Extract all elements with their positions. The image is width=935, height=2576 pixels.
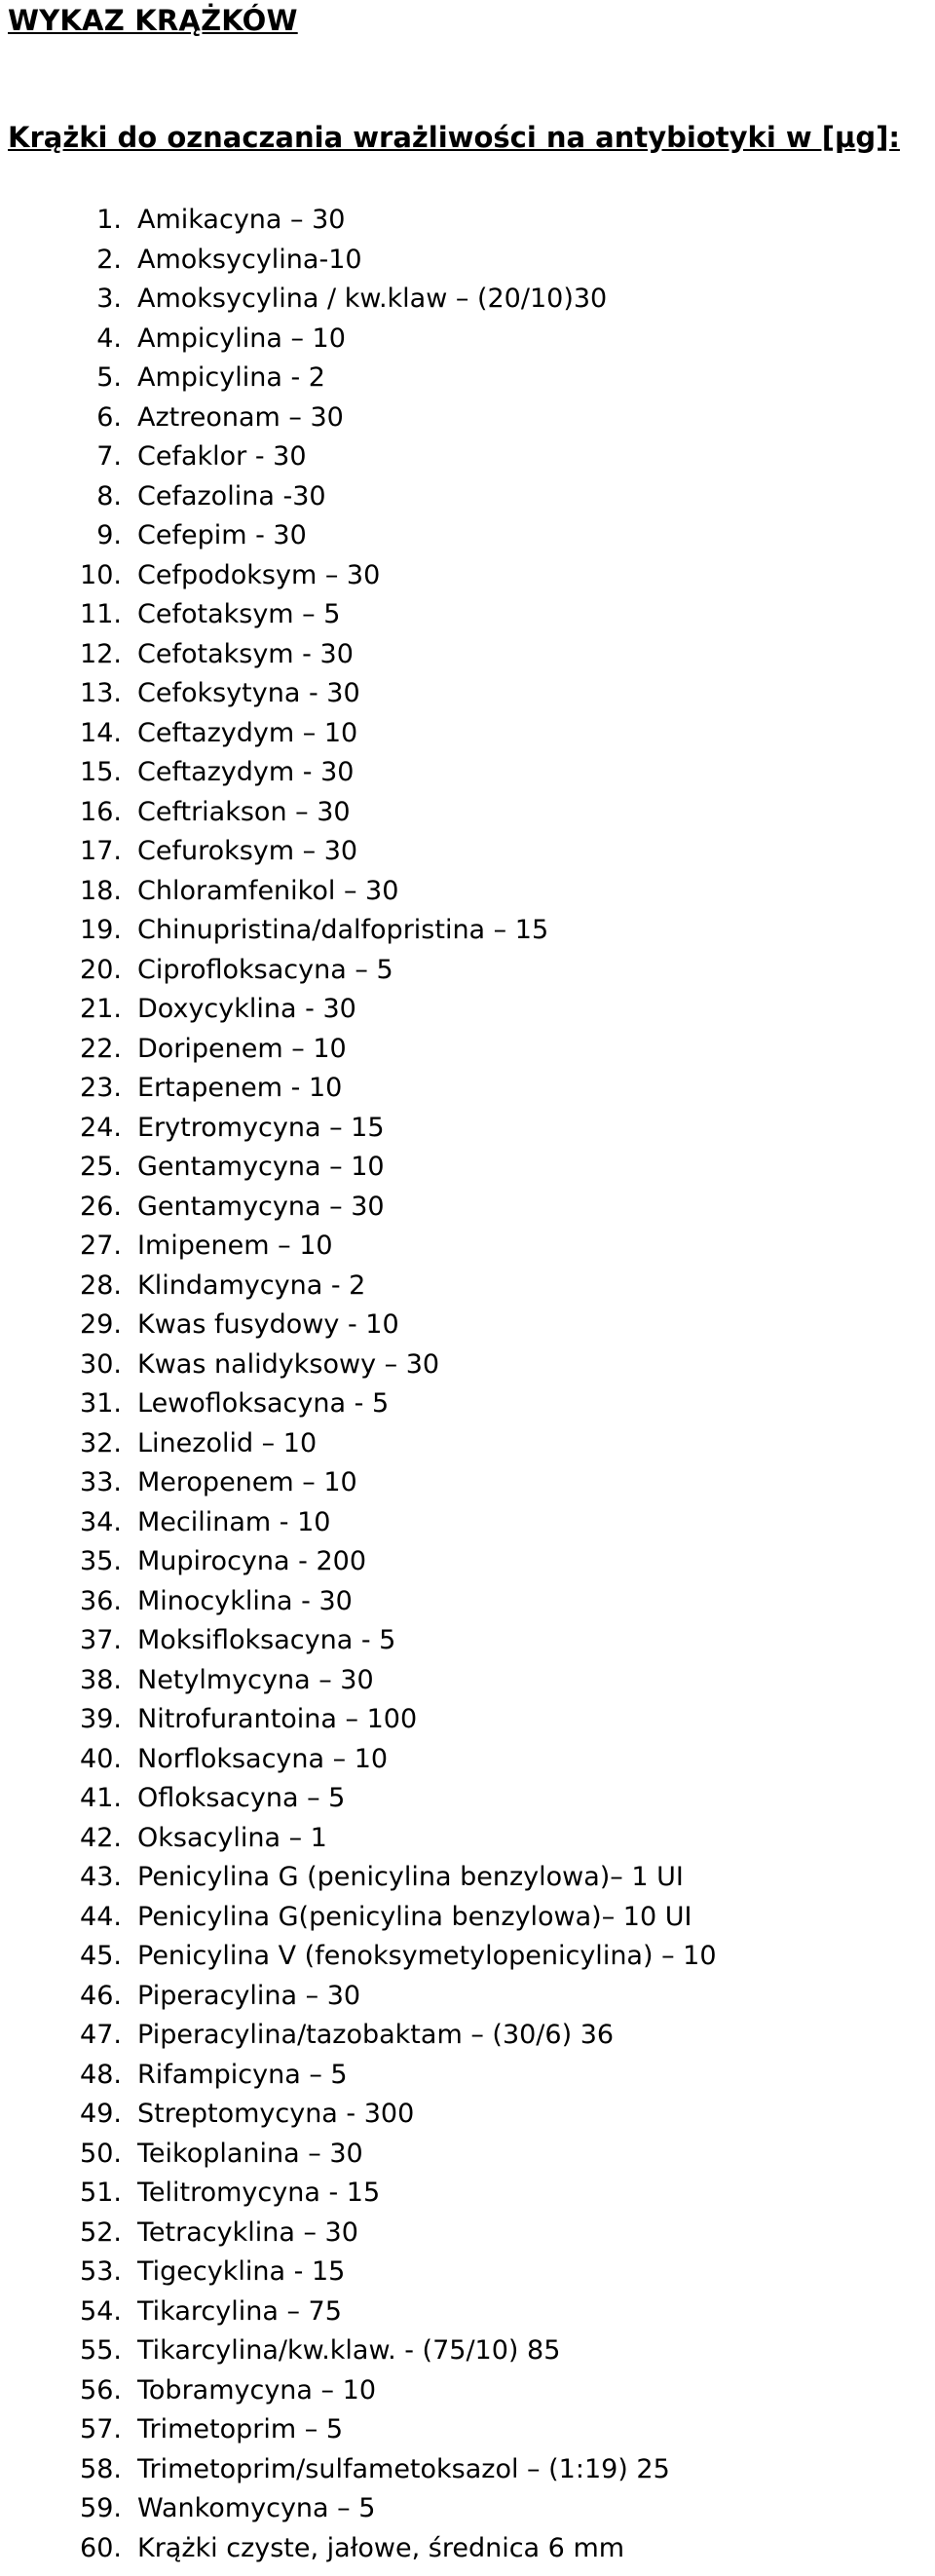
list-item-number: 51. bbox=[80, 2178, 122, 2208]
list-item bbox=[0, 1030, 935, 1070]
list-item-text: Tigecyklina - 15 bbox=[137, 2256, 346, 2287]
list-item-number: 38. bbox=[80, 1664, 122, 1695]
list-item bbox=[0, 832, 935, 872]
list-item-number: 45. bbox=[80, 1941, 122, 1971]
list-item-text: Telitromycyna - 15 bbox=[137, 2178, 381, 2208]
list-item bbox=[0, 911, 935, 951]
list-item-number: 53. bbox=[80, 2256, 122, 2287]
list-item bbox=[0, 398, 935, 438]
list-item bbox=[0, 477, 935, 517]
list-item-number: 35. bbox=[80, 1546, 122, 1576]
list-item bbox=[0, 556, 935, 596]
list-item-text: Ampicylina - 2 bbox=[137, 362, 325, 393]
list-item-text: Cefazolina -30 bbox=[137, 480, 326, 511]
list-item-text: Tikarcylina/kw.klaw. - (75/10) 85 bbox=[137, 2335, 561, 2366]
list-item-number: 43. bbox=[80, 1862, 122, 1892]
list-item-text: Cefpodoksym – 30 bbox=[137, 559, 381, 590]
list-item bbox=[0, 2174, 935, 2214]
list-item-text: Penicylina V (fenoksymetylopenicylina) – 10 bbox=[137, 1941, 717, 1971]
list-item-number: 2. bbox=[96, 244, 122, 275]
list-item-number: 10. bbox=[80, 559, 122, 590]
list-item bbox=[0, 2095, 935, 2135]
disc-list bbox=[0, 201, 935, 2568]
list-item-text: Cefotaksym - 30 bbox=[137, 638, 354, 669]
list-item bbox=[0, 1779, 935, 1819]
list-item bbox=[0, 714, 935, 754]
list-item-number: 22. bbox=[80, 1033, 122, 1064]
list-item bbox=[0, 2489, 935, 2529]
list-item-text: Nitrofurantoina – 100 bbox=[137, 1704, 418, 1734]
list-item-number: 47. bbox=[80, 2020, 122, 2050]
list-item-number: 55. bbox=[80, 2335, 122, 2366]
list-item-text: Chinupristina/dalfopristina – 15 bbox=[137, 915, 549, 945]
list-item bbox=[0, 1503, 935, 1543]
list-item-text: Aztreonam – 30 bbox=[137, 401, 344, 433]
list-item-number: 1. bbox=[96, 205, 122, 235]
list-item-text: Klindamycyna - 2 bbox=[137, 1269, 366, 1301]
list-item-text: Ertapenem - 10 bbox=[137, 1073, 343, 1103]
list-item-number: 54. bbox=[80, 2295, 122, 2327]
list-item bbox=[0, 674, 935, 714]
list-item bbox=[0, 2410, 935, 2450]
list-item bbox=[0, 1700, 935, 1740]
list-item-number: 31. bbox=[80, 1388, 122, 1419]
list-item-number: 25. bbox=[80, 1152, 122, 1182]
list-item-number: 5. bbox=[96, 362, 122, 393]
list-item-text: Doxycyklina - 30 bbox=[137, 994, 356, 1024]
list-item-number: 60. bbox=[80, 2532, 122, 2563]
list-item-text: Penicylina G (penicylina benzylowa)– 1 UI bbox=[137, 1862, 684, 1892]
list-item-number: 4. bbox=[96, 322, 122, 354]
list-item-number: 21. bbox=[80, 994, 122, 1024]
list-item-number: 16. bbox=[80, 796, 122, 827]
list-item bbox=[0, 2371, 935, 2411]
list-item-number: 59. bbox=[80, 2493, 122, 2523]
list-item-text: Piperacylina – 30 bbox=[137, 1980, 361, 2011]
list-item-number: 26. bbox=[80, 1191, 122, 1222]
list-item bbox=[0, 990, 935, 1030]
list-item bbox=[0, 1858, 935, 1898]
list-item-number: 37. bbox=[80, 1625, 122, 1655]
list-item-number: 40. bbox=[80, 1743, 122, 1774]
list-item-number: 36. bbox=[80, 1585, 122, 1616]
list-item-text: Tetracyklina – 30 bbox=[137, 2216, 358, 2248]
list-item-text: Amikacyna – 30 bbox=[137, 205, 346, 235]
list-item-number: 20. bbox=[80, 954, 122, 985]
list-item-number: 42. bbox=[80, 1822, 122, 1853]
list-item-text: Netylmycyna – 30 bbox=[137, 1664, 374, 1695]
list-item-number: 50. bbox=[80, 2138, 122, 2169]
list-item bbox=[0, 2214, 935, 2254]
list-item-number: 30. bbox=[80, 1348, 122, 1380]
list-item-text: Amoksycylina-10 bbox=[137, 244, 362, 275]
list-item bbox=[0, 2016, 935, 2056]
list-item bbox=[0, 2450, 935, 2490]
list-item bbox=[0, 951, 935, 991]
list-item-number: 9. bbox=[96, 520, 122, 550]
list-item-text: Rifampicyna – 5 bbox=[137, 2059, 348, 2090]
list-item-text: Tobramycyna – 10 bbox=[137, 2374, 376, 2406]
list-item-number: 3. bbox=[96, 284, 122, 314]
list-item bbox=[0, 1227, 935, 1267]
document-title: WYKAZ KRĄŻKÓW bbox=[8, 4, 298, 37]
list-item-text: Lewofloksacyna - 5 bbox=[137, 1388, 390, 1419]
list-item-text: Ciprofloksacyna – 5 bbox=[137, 954, 393, 985]
list-item-text: Teikoplanina – 30 bbox=[137, 2138, 363, 2169]
list-item bbox=[0, 1424, 935, 1464]
list-item-number: 15. bbox=[80, 757, 122, 787]
list-item-text: Ceftriakson – 30 bbox=[137, 796, 351, 827]
list-item-text: Oksacylina – 1 bbox=[137, 1822, 327, 1853]
list-item bbox=[0, 1267, 935, 1307]
list-item bbox=[0, 1306, 935, 1345]
list-item bbox=[0, 1621, 935, 1661]
list-item-text: Streptomycyna - 300 bbox=[137, 2099, 415, 2129]
list-item-number: 56. bbox=[80, 2374, 122, 2406]
list-item-text: Trimetoprim/sulfametoksazol – (1:19) 25 bbox=[137, 2453, 670, 2484]
list-item bbox=[0, 280, 935, 320]
list-item-text: Penicylina G(penicylina benzylowa)– 10 UI bbox=[137, 1901, 692, 1932]
list-item bbox=[0, 437, 935, 477]
list-item-text: Chloramfenikol – 30 bbox=[137, 875, 399, 906]
list-item-text: Cefepim - 30 bbox=[137, 520, 307, 550]
list-item bbox=[0, 2253, 935, 2292]
list-item-text: Amoksycylina / kw.klaw – (20/10)30 bbox=[137, 284, 608, 314]
list-item-text: Cefotaksym – 5 bbox=[137, 599, 341, 629]
list-item-text: Mupirocyna - 200 bbox=[137, 1546, 366, 1576]
list-item-text: Trimetoprim – 5 bbox=[137, 2414, 344, 2444]
list-item bbox=[0, 2056, 935, 2096]
list-item-text: Cefoksytyna - 30 bbox=[137, 678, 360, 708]
list-item-text: Doripenem – 10 bbox=[137, 1033, 347, 1064]
list-item-number: 6. bbox=[96, 401, 122, 433]
list-item-number: 44. bbox=[80, 1901, 122, 1932]
list-item-number: 57. bbox=[80, 2414, 122, 2444]
list-item bbox=[0, 359, 935, 398]
list-item bbox=[0, 1819, 935, 1859]
list-item-number: 46. bbox=[80, 1980, 122, 2011]
list-item bbox=[0, 2331, 935, 2371]
list-item-number: 58. bbox=[80, 2453, 122, 2484]
list-item-number: 27. bbox=[80, 1231, 122, 1261]
list-item bbox=[0, 1582, 935, 1622]
list-item-number: 52. bbox=[80, 2216, 122, 2248]
list-item-text: Kwas nalidyksowy – 30 bbox=[137, 1348, 440, 1380]
list-item bbox=[0, 1898, 935, 1938]
list-item-text: Cefaklor - 30 bbox=[137, 441, 307, 472]
list-item bbox=[0, 201, 935, 241]
list-item-text: Wankomycyna – 5 bbox=[137, 2493, 376, 2523]
list-item-text: Gentamycyna – 30 bbox=[137, 1191, 385, 1222]
list-item-text: Ampicylina – 10 bbox=[137, 322, 346, 354]
list-item-text: Mecilinam - 10 bbox=[137, 1506, 331, 1537]
list-item-number: 32. bbox=[80, 1427, 122, 1458]
list-item bbox=[0, 1661, 935, 1701]
list-item bbox=[0, 1384, 935, 1424]
list-item bbox=[0, 2135, 935, 2175]
list-item bbox=[0, 595, 935, 635]
list-item-number: 28. bbox=[80, 1269, 122, 1301]
list-item-text: Norfloksacyna – 10 bbox=[137, 1743, 389, 1774]
list-item-number: 49. bbox=[80, 2099, 122, 2129]
list-item bbox=[0, 2529, 935, 2569]
list-item-text: Imipenem – 10 bbox=[137, 1231, 333, 1261]
list-item bbox=[0, 320, 935, 360]
list-item-number: 24. bbox=[80, 1112, 122, 1143]
list-item-text: Erytromycyna – 15 bbox=[137, 1112, 385, 1143]
list-item-text: Meropenem – 10 bbox=[137, 1467, 357, 1497]
list-item-number: 41. bbox=[80, 1783, 122, 1813]
list-item bbox=[0, 1977, 935, 2017]
list-item-number: 33. bbox=[80, 1467, 122, 1497]
list-item bbox=[0, 1542, 935, 1582]
list-item bbox=[0, 1345, 935, 1385]
list-item-number: 11. bbox=[80, 599, 122, 629]
list-item-number: 7. bbox=[96, 441, 122, 472]
list-item-number: 14. bbox=[80, 717, 122, 748]
list-item-text: Minocyklina - 30 bbox=[137, 1585, 353, 1616]
list-item bbox=[0, 1740, 935, 1780]
list-item-text: Krążki czyste, jałowe, średnica 6 mm bbox=[137, 2532, 625, 2563]
list-item bbox=[0, 1463, 935, 1503]
list-item-text: Kwas fusydowy - 10 bbox=[137, 1309, 399, 1340]
list-item bbox=[0, 1148, 935, 1188]
list-item bbox=[0, 2292, 935, 2332]
list-item-number: 48. bbox=[80, 2059, 122, 2090]
document-subtitle: Krążki do oznaczania wrażliwości na antybiotyki w [µg]: bbox=[8, 121, 900, 154]
list-item-number: 18. bbox=[80, 875, 122, 906]
list-item-number: 8. bbox=[96, 480, 122, 511]
list-item-text: Cefuroksym – 30 bbox=[137, 836, 358, 866]
list-item bbox=[0, 793, 935, 833]
list-item-text: Ofloksacyna – 5 bbox=[137, 1783, 346, 1813]
list-item bbox=[0, 635, 935, 675]
list-item-text: Ceftazydym - 30 bbox=[137, 757, 355, 787]
list-item bbox=[0, 753, 935, 793]
list-item bbox=[0, 241, 935, 281]
list-item-number: 23. bbox=[80, 1073, 122, 1103]
list-item-number: 29. bbox=[80, 1309, 122, 1340]
list-item-number: 19. bbox=[80, 915, 122, 945]
list-item-number: 12. bbox=[80, 638, 122, 669]
list-item-number: 13. bbox=[80, 678, 122, 708]
list-item-text: Linezolid – 10 bbox=[137, 1427, 318, 1458]
list-item-number: 39. bbox=[80, 1704, 122, 1734]
list-item-text: Piperacylina/tazobaktam – (30/6) 36 bbox=[137, 2020, 615, 2050]
list-item-text: Ceftazydym – 10 bbox=[137, 717, 358, 748]
list-item-text: Tikarcylina – 75 bbox=[137, 2295, 342, 2327]
list-item-text: Moksifloksacyna - 5 bbox=[137, 1625, 396, 1655]
list-item-text: Gentamycyna – 10 bbox=[137, 1152, 385, 1182]
list-item-number: 34. bbox=[80, 1506, 122, 1537]
list-item bbox=[0, 516, 935, 556]
list-item bbox=[0, 872, 935, 912]
list-item bbox=[0, 1069, 935, 1109]
list-item-number: 17. bbox=[80, 836, 122, 866]
list-item bbox=[0, 1109, 935, 1149]
list-item bbox=[0, 1937, 935, 1977]
list-item bbox=[0, 1188, 935, 1228]
